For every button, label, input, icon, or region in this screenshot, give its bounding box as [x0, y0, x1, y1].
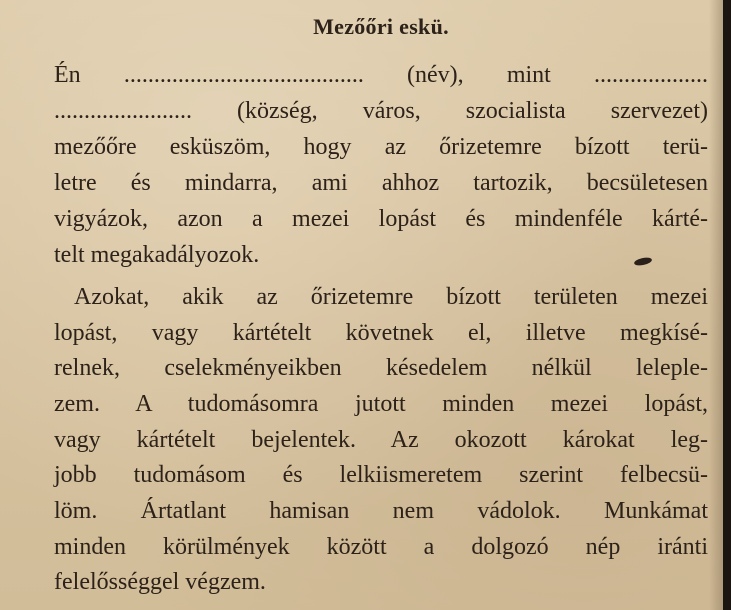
text-line: minden körülmények között a dolgozó nép iránti: [54, 534, 708, 560]
document-title: Mezőőri eskü.: [313, 14, 449, 39]
text-line: lopást, vagy kártételt követnek el, illetve megkísé-: [54, 320, 708, 346]
text-line: felelősséggel végzem.: [54, 569, 266, 595]
text-line: mezőőre esküszöm, hogy az őrizetemre bízott terü-: [54, 134, 708, 160]
text-line: löm. Ártatlant hamisan nem vádolok. Munkámat: [54, 498, 708, 524]
page-edge-shadow: [709, 0, 723, 610]
text-line: vigyázok, azon a mezei lopást és mindenféle kárté-: [54, 206, 708, 232]
page-edge: [723, 0, 731, 610]
text-line: Én ........................................ (név), mint ...................: [54, 62, 708, 88]
text-line: telt megakadályozok.: [54, 242, 260, 268]
text-line: zem. A tudomásomra jutott minden mezei lopást,: [54, 391, 708, 417]
text-line: vagy kártételt bejelentek. Az okozott károkat leg-: [54, 427, 708, 453]
text-line: Azokat, akik az őrizetemre bízott területen mezei: [74, 284, 708, 310]
text-line: relnek, cselekményeikben késedelem nélkül leleple-: [54, 355, 708, 381]
text-line: ....................... (község, város, szocialista szervezet): [54, 98, 708, 124]
text-line: letre és mindarra, ami ahhoz tartozik, becsületesen: [54, 170, 708, 196]
text-line: jobb tudomásom és lelkiismeretem szerint felbecsü-: [54, 462, 708, 488]
